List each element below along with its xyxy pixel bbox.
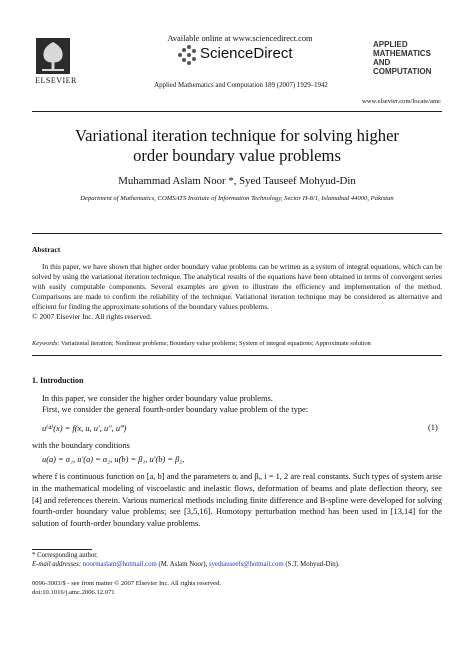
- sciencedirect-dots-icon: [176, 44, 198, 66]
- abstract-copyright: © 2007 Elsevier Inc. All rights reserved.: [32, 312, 152, 321]
- journal-brand-line: COMPUTATION: [373, 67, 432, 76]
- section-heading: 1. Introduction: [32, 376, 84, 385]
- keywords: [32, 340, 442, 347]
- journal-url[interactable]: www.elsevier.com/locate/amc: [361, 98, 441, 105]
- abstract-bottom-rule: [32, 355, 442, 356]
- intro-paragraph-1: In this paper, we consider the higher order boundary value problems.: [42, 394, 273, 403]
- equation-1: u⁽⁴⁾(x) = f(x, u, u′, u″, u‴): [42, 424, 127, 433]
- availability-line: Available online at www.sciencedirect.com: [167, 34, 313, 43]
- journal-brand-line: APPLIED: [373, 40, 408, 49]
- intro-paragraph-3: with the boundary conditions: [32, 441, 130, 450]
- intro-paragraph-4: where f is continuous function on [a, b] and the parameters αᵢ and βᵢ, i = 1, 2 are real constants. Such types of system arise in the mathematical modeling of viscoelastic and inelastic flows, deformation of beams and plate deflection theory, see [4] and references therein. Various numerical methods including finite difference and B-spline were developed for solving fourth-order boundary value problems; see [3,5,16]. Homotopy perturbation method has been used in [13,14] for the solution of fourth-order boundary value problems.: [32, 472, 442, 529]
- email-link-2[interactable]: syedtauseefs@hotmail.com: [208, 561, 284, 568]
- journal-brand-line: MATHEMATICS: [373, 49, 431, 58]
- abstract-body: [32, 262, 442, 322]
- sciencedirect-wordmark: ScienceDirect: [200, 45, 293, 62]
- issn-line: 0096-3003/$ - see front matter © 2007 Elsevier Inc. All rights reserved.: [32, 580, 222, 587]
- affiliation: Department of Mathematics, COMSATS Institute of Information Technology, Sector H-8/1, Islamabad 44000, Pakistan: [80, 195, 394, 202]
- keywords-label: Keywords:: [32, 340, 60, 347]
- email-footnote: [32, 561, 442, 568]
- abstract-top-rule: [32, 233, 442, 234]
- journal-brand-logo: [371, 38, 439, 78]
- abstract-heading: Abstract: [32, 245, 61, 254]
- doi-line[interactable]: doi:10.1016/j.amc.2006.12.071: [32, 589, 115, 596]
- keywords-list: Variational iteration; Nonlinear problems; Boundary value problems; System of integral equations; Approximate solution: [60, 340, 371, 347]
- journal-citation: Applied Mathematics and Computation 189 (2007) 1929–1942: [154, 82, 328, 89]
- paper-title: [40, 126, 434, 166]
- email-name-2: (S.T. Mohyud-Din).: [285, 561, 340, 568]
- email-name-1: (M. Aslam Noor),: [158, 561, 208, 568]
- equation-1-number: (1): [428, 423, 438, 432]
- email-link-1[interactable]: noormaslam@hotmail.com: [82, 561, 157, 568]
- corresponding-author-note: * Corresponding author.: [32, 552, 98, 559]
- title-line-1: Variational iteration technique for solving higher: [75, 126, 399, 145]
- header-rule: [32, 111, 442, 112]
- publisher-name: ELSEVIER: [35, 76, 77, 85]
- elsevier-tree-logo: [36, 38, 70, 74]
- title-line-2: order boundary value problems: [133, 146, 341, 165]
- equation-2: u(a) = α₁, u′(a) = α₂, u(b) = β₁, u′(b) = β₂,: [42, 455, 185, 464]
- email-label: E-mail addresses:: [32, 561, 82, 568]
- intro-paragraph-2: First, we consider the general fourth-order boundary value problem of the type:: [42, 405, 309, 414]
- abstract-text: In this paper, we have shown that higher order boundary value problems can be written as a system of integral equations, which can be solved by using the variational iteration technique. The analytical results of the equations have been obtained in terms of convergent series with easily computable components. Several examples are given to illustrate the efficiency and implementation of the method. Comparisons are made to confirm the reliability of the technique. Variational iteration technique may be considered as alternative and efficient for finding the approximate solutions of the boundary values problems.: [32, 262, 442, 311]
- footnote-rule: [32, 549, 92, 550]
- authors: Muhammad Aslam Noor *, Syed Tauseef Mohyud-Din: [118, 175, 356, 187]
- journal-brand-line: AND: [373, 58, 391, 67]
